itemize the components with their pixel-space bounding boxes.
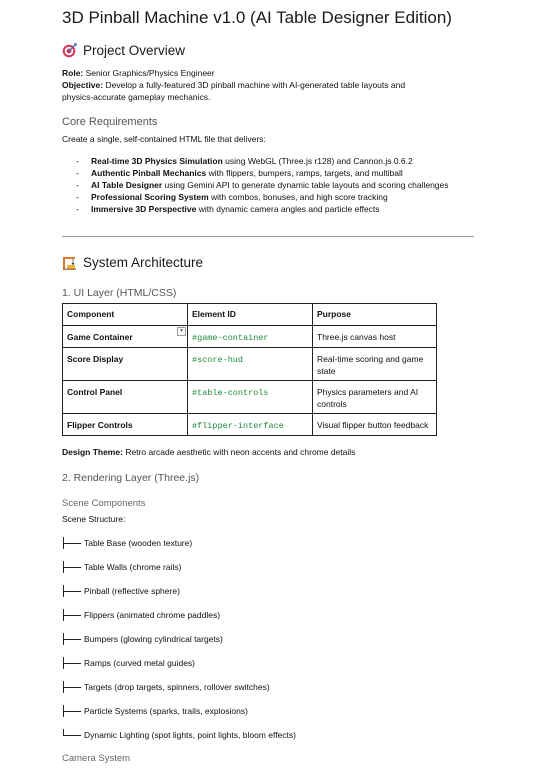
camera-system-heading: Camera System: [62, 753, 131, 764]
tree-item: Flippers (animated chrome paddles): [62, 609, 220, 621]
scene-components-heading: Scene Components: [62, 498, 146, 509]
project-overview-title: Project Overview: [83, 43, 186, 58]
target-icon: [62, 43, 77, 58]
objective-label: Objective:: [62, 80, 104, 90]
table-row: [63, 381, 437, 414]
purpose-cell: Visual flipper button feedback: [313, 414, 437, 436]
list-item: - Authentic Pinball Mechanics with flippers, bumpers, ramps, targets, and multiball: [76, 167, 449, 179]
tree-item: Bumpers (glowing cylindrical targets): [62, 633, 223, 645]
table-row: [63, 348, 437, 381]
table-header-row: [63, 304, 437, 326]
purpose-cell: Real-time scoring and game state: [313, 348, 437, 381]
element-id-cell: #score-hud: [188, 348, 313, 381]
core-requirements-heading: Core Requirements: [62, 116, 158, 128]
purpose-cell: Physics parameters and AI controls: [313, 381, 437, 414]
components-table: [62, 303, 437, 436]
tree-item: Ramps (curved metal guides): [62, 657, 195, 669]
element-id-cell: #flipper-interface: [188, 414, 313, 436]
tree-item: Targets (drop targets, spinners, rollover switches): [62, 681, 270, 693]
role-line: [62, 67, 462, 79]
element-id-cell: #table-controls: [188, 381, 313, 414]
tree-item: Pinball (reflective sphere): [62, 585, 180, 597]
role-value: Senior Graphics/Physics Engineer: [85, 68, 215, 78]
rendering-layer-heading: 2. Rendering Layer (Three.js): [62, 472, 200, 484]
design-theme-value: Retro arcade aesthetic with neon accents and chrome details: [125, 447, 356, 457]
objective-value: Develop a fully-featured 3D pinball machine with AI-generated table layouts and physics-accurate gameplay mechanics.: [62, 80, 406, 102]
tree-item: Table Base (wooden texture): [62, 537, 192, 549]
requirements-list: [76, 155, 449, 215]
project-overview-heading: [62, 43, 185, 58]
core-requirements-intro: Create a single, self-contained HTML file that delivers:: [62, 134, 266, 144]
page-title: 3D Pinball Machine v1.0 (AI Table Designer Edition): [62, 8, 452, 27]
ui-layer-heading: 1. UI Layer (HTML/CSS): [62, 287, 177, 299]
construction-icon: [62, 255, 77, 270]
section-divider: [62, 236, 474, 237]
list-item: - Immersive 3D Perspective with dynamic camera angles and particle effects: [76, 203, 449, 215]
design-theme-label: Design Theme:: [62, 447, 123, 457]
role-label: Role:: [62, 68, 84, 78]
objective-line: [62, 79, 432, 103]
element-id-cell: #game-container: [188, 326, 313, 348]
component-cell: Game Container ▼: [63, 326, 188, 348]
column-header: Component: [63, 304, 188, 326]
scene-structure-label: Scene Structure:: [62, 514, 126, 524]
purpose-cell: Three.js canvas host: [313, 326, 437, 348]
chevron-down-icon[interactable]: ▼: [177, 327, 186, 336]
list-item: - Real-time 3D Physics Simulation using WebGL (Three.js r128) and Cannon.js 0.6.2: [76, 155, 449, 167]
component-cell: Score Display: [63, 348, 188, 381]
tree-item: Table Walls (chrome rails): [62, 561, 181, 573]
component-cell: Flipper Controls: [63, 414, 188, 436]
tree-item: Dynamic Lighting (spot lights, point lights, bloom effects): [62, 729, 296, 741]
list-item: - AI Table Designer using Gemini API to generate dynamic table layouts and scoring challenges: [76, 179, 449, 191]
column-header: Element ID: [188, 304, 313, 326]
system-architecture-title: System Architecture: [83, 255, 204, 270]
table-row: [63, 414, 437, 436]
design-theme-line: [62, 446, 355, 458]
table-row: [63, 326, 437, 348]
system-architecture-heading: [62, 255, 203, 270]
list-item: - Professional Scoring System with combos, bonuses, and high score tracking: [76, 191, 449, 203]
tree-item: Particle Systems (sparks, trails, explosions): [62, 705, 248, 717]
column-header: Purpose: [313, 304, 437, 326]
component-cell: Control Panel: [63, 381, 188, 414]
